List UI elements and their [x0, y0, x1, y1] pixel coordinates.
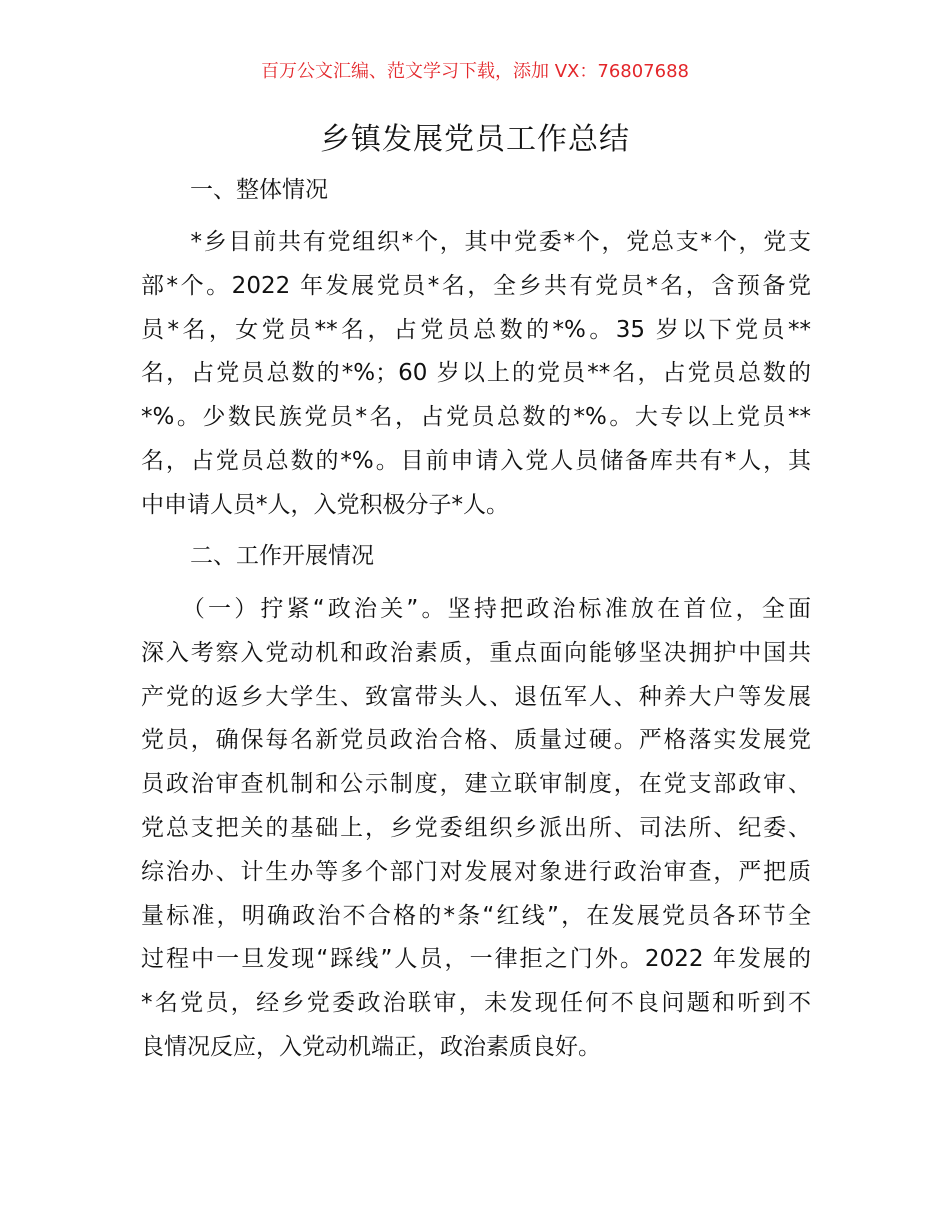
text-line: 中申请人员*人，入党积极分子*人。 [141, 491, 509, 518]
document-title: 乡镇发展党员工作总结 [320, 122, 630, 157]
text-line: （一）拧紧“政治关”。坚持把政治标准放在首位，全面 [141, 596, 811, 622]
text-line: 员*名，女党员**名，占党员总数的*%。35 岁以下党员** [141, 316, 811, 343]
text-line: 深入考察入党动机和政治素质，重点面向能够坚决拥护中国共 [141, 639, 811, 666]
download-banner: 百万公文汇编、范文学习下载，添加 VX：76807688 [261, 61, 689, 82]
section-heading-work: 二、工作开展情况 [190, 543, 374, 569]
text-line: 党总支把关的基础上，乡党委组织乡派出所、司法所、纪委、 [141, 814, 811, 841]
text-line: 过程中一旦发现“踩线”人员，一律拒之门外。2022 年发展的 [141, 946, 811, 973]
text-line: 量标准，明确政治不合格的*条“红线”，在发展党员各环节全 [141, 902, 811, 929]
text-line: *名党员，经乡党委政治联审，未发现任何不良问题和听到不 [141, 990, 811, 1017]
text-line: *%。少数民族党员*名，占党员总数的*%。大专以上党员** [141, 404, 811, 431]
paragraph-political-check [141, 588, 811, 1070]
text-line: *乡目前共有党组织*个，其中党委*个，党总支*个，党支 [141, 229, 811, 255]
text-line: 员政治审查机制和公示制度，建立联审制度，在党支部政审、 [141, 771, 811, 798]
text-line: 名，占党员总数的*%；60 岁以上的党员**名，占党员总数的 [141, 360, 811, 387]
paragraph-overview [141, 221, 811, 528]
text-line: 综治办、计生办等多个部门对发展对象进行政治审查，严把质 [141, 858, 811, 885]
section-heading-overview: 一、整体情况 [190, 177, 328, 203]
text-line: 良情况反应，入党动机端正，政治素质良好。 [141, 1033, 601, 1060]
text-line: 党员，确保每名新党员政治合格、质量过硬。严格落实发展党 [141, 727, 811, 754]
text-line: 产党的返乡大学生、致富带头人、退伍军人、种养大户等发展 [141, 683, 811, 710]
text-line: 名，占党员总数的*%。目前申请入党人员储备库共有*人，其 [141, 447, 811, 474]
text-line: 部*个。2022 年发展党员*名，全乡共有党员*名，含预备党 [141, 272, 811, 299]
